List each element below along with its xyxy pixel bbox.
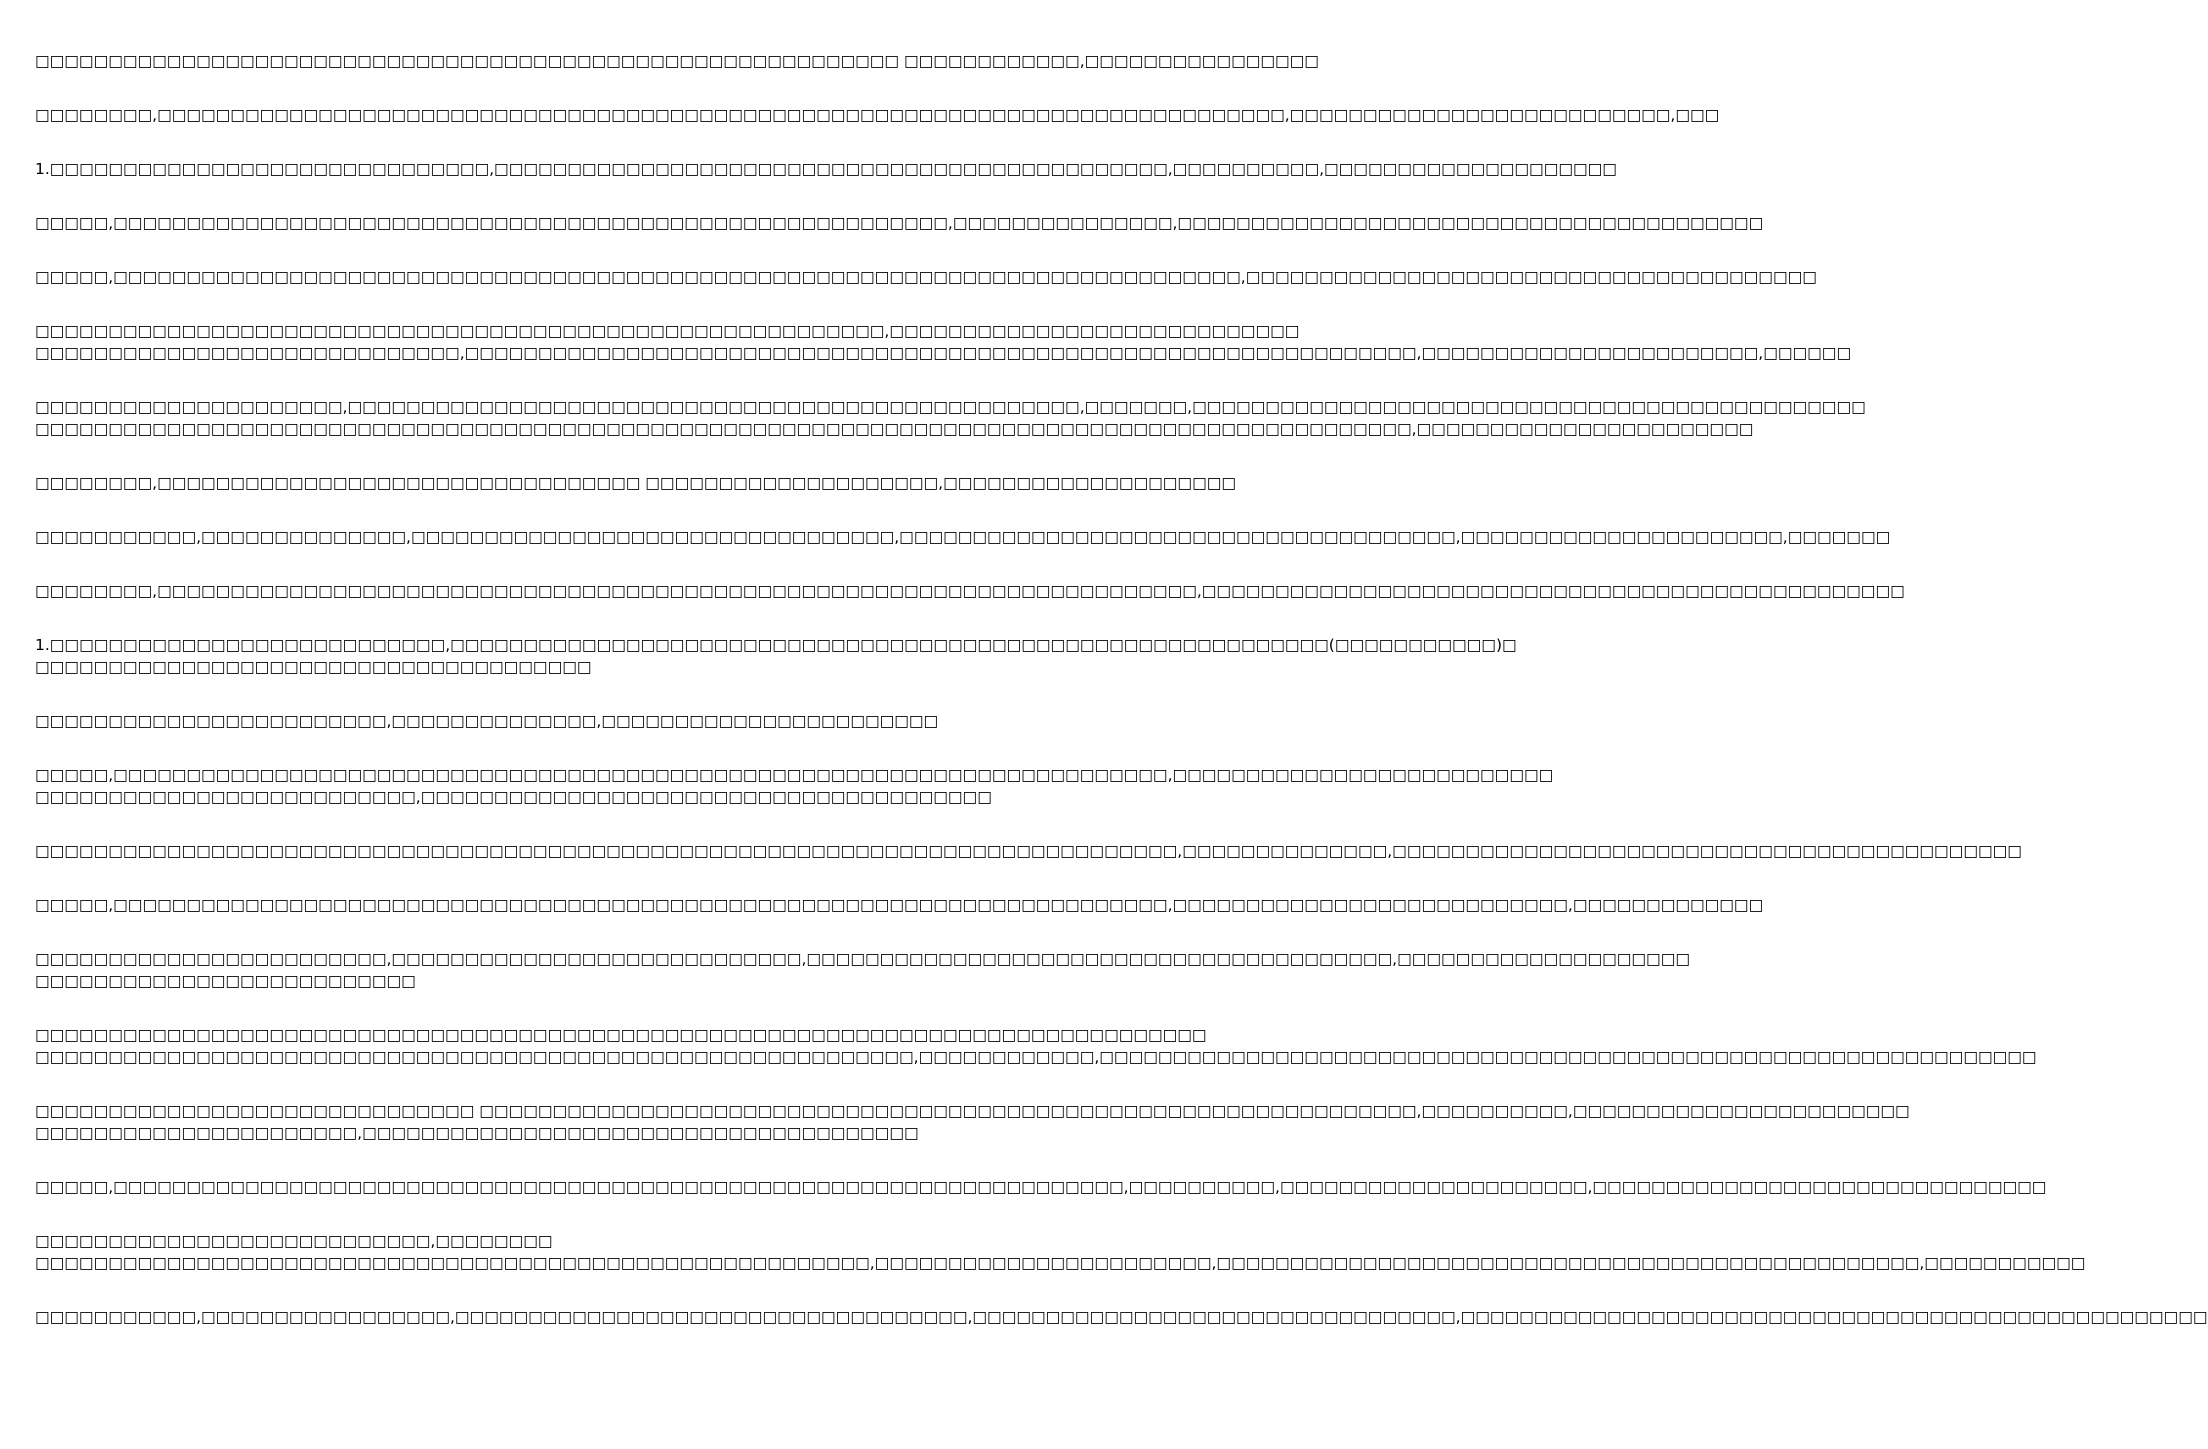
paragraph-17	[35, 1024, 2037, 1068]
paragraph-12	[35, 710, 990, 732]
text-line: □□□□□□□□□□□□□□□□□□□□□□□□□□□□□□ □□□□□□□□□□□□□□□□□□□□□□□□□□□□□□□□□□□□□□□□□□□□□□□□□□□□□□□□□□□□□□□□,□□□□□□□□□□,□□□□□□□□□□□□□□□□□□□□□□□	[35, 1102, 1910, 1120]
paragraph-9	[35, 526, 1891, 548]
text-line: □□□□□□□□□□□□□□□□□□□□□□□□□□	[35, 972, 416, 990]
paragraph-7	[35, 396, 1866, 440]
text-line: □□□□□□□□□□□□□□□□□□□□□,□□□□□□□□□□□□□□□□□□□□□□□□□□□□□□□□□□□□□□□□□□□□□□□□□□,□□□□□□□,□□□□□□□□□□□□□□□□□□□□□□□□□□□□□□□□□□□□□□□□□□□□□□	[35, 398, 1866, 416]
paragraph-5	[35, 266, 1817, 288]
text-line: □□□□□□□□□□□□□□□□□□□□□□□□□□□□□,□□□□□□□□□□□□□□□□□□□□□□□□□□□□□□□□□□□□□□□□□□□□□□□□□□□□□□□□□□□□□□□□□,□□□□□□□□□□□□□□□□□□□□□□□,□□□□□□	[35, 344, 1852, 362]
text-line: □□□□□□□□,□□□□□□□□□□□□□□□□□□□□□□□□□□□□□□□□□ □□□□□□□□□□□□□□□□□□□□,□□□□□□□□□□□□□□□□□□□□	[35, 474, 1237, 492]
text-line: □□□□□□□□□□□□□□□□□□□□□□□□,□□□□□□□□□□□□□□□□□□□□□□□□□□□□,□□□□□□□□□□□□□□□□□□□□□□□□□□□□□□□□□□□□□□□□,□□□□□□□□□□□□□□□□□□□□	[35, 950, 1690, 968]
text-line: □□□□□□□□□□□□□□□□□□□□□□□□,□□□□□□□□□□□□□□,□□□□□□□□□□□□□□□□□□□□□□□	[35, 712, 939, 730]
paragraph-16	[35, 948, 1690, 992]
text-line: □□□□□,□□□□□□□□□□□□□□□□□□□□□□□□□□□□□□□□□□□□□□□□□□□□□□□□□□□□□□□□□□□□□□□□□□□□□□□□□□□□□,□□□□□□□□□□□□□□□□□□□□□□□□□□□□□□□□□□□□□□□	[35, 268, 1817, 286]
paragraph-1	[35, 50, 1319, 72]
text-line: □□□□□□□□□□□□□□□□□□□□□□□□□□□□□□□□□□□□□□□□□□□□□□□□□□□□□□□□□□□□,□□□□□□□□□□□□,□□□□□□□□□□□□□□□□□□□□□□□□□□□□□□□□□□□□□□□□□□□□□□□□□□□□□□□□□□□□□□□□	[35, 1048, 2037, 1066]
paragraph-10	[35, 580, 1905, 602]
text-line: 1.□□□□□□□□□□□□□□□□□□□□□□□□□□□,□□□□□□□□□□□□□□□□□□□□□□□□□□□□□□□□□□□□□□□□□□□□□□□□□□□□□□□□□□□□(□□□□□□□□□□□)□	[35, 636, 1517, 654]
paragraph-4	[35, 212, 1764, 234]
text-line: □□□□□□□□□□□,□□□□□□□□□□□□□□,□□□□□□□□□□□□□□□□□□□□□□□□□□□□□□□□□,□□□□□□□□□□□□□□□□□□□□□□□□□□□□□□□□□□□□□□,□□□□□□□□□□□□□□□□□□□□□□,□□□□□□□	[35, 528, 1891, 546]
paragraph-2	[35, 104, 1720, 126]
text-line: □□□□□□□□□□□□□□□□□□□□□□□□□□□□□□□□□□□□□□□□□□□□□□□□□□□□□□□□□□□□□□□□□□□□□□□□□□□□□□,□□□□□□□□□□□□□□,□□□□□□□□□□□□□□□□□□□□□□□□□□□□□□□□□□□□□□□□□□□	[35, 842, 2022, 860]
text-line: □□□□□□□□□□□□□□□□□□□□□□□□□□□□□□□□□□□□□□□□□□□□□□□□□□□□□□□□□□□□□□□□□□□□□□□□□□□□□□□□□□□□□□□□□□□□□□,□□□□□□□□□□□□□□□□□□□□□□□	[35, 420, 1754, 438]
document-body	[35, 50, 2208, 1328]
text-line: □□□□□□□□□□□□□□□□□□□□□□□□□□□□□□□□□□□□□□□□□□□□□□□□□□□□□□□□□□□□□□□□□□□□□□□□□□□□□□□□	[35, 1026, 1207, 1044]
paragraph-19	[35, 1176, 2047, 1198]
text-line: □□□□□□□□□□□□□□□□□□□□□□,□□□□□□□□□□□□□□□□□□□□□□□□□□□□□□□□□□□□□□	[35, 1124, 919, 1142]
text-line: □□□□□□□□□□□□□□□□□□□□□□□□□□□,□□□□□□□□	[35, 1232, 553, 1250]
paragraph-3	[35, 158, 1617, 180]
text-line: □□□□□□□□□□□□□□□□□□□□□□□□□□□□□□□□□□□□□□	[35, 658, 592, 676]
text-line: □□□□□□□□□□□□□□□□□□□□□□□□□□□□□□□□□□□□□□□□□□□□□□□□□□□□□□□□□□,□□□□□□□□□□□□□□□□□□□□□□□□□□□□	[35, 322, 1300, 340]
paragraph-6	[35, 320, 1852, 364]
paragraph-15	[35, 894, 1764, 916]
paragraph-18	[35, 1100, 1910, 1144]
text-line: □□□□□,□□□□□□□□□□□□□□□□□□□□□□□□□□□□□□□□□□□□□□□□□□□□□□□□□□□□□□□□□□□□□□□□□□□□□,□□□□□□□□□□,□□□□□□□□□□□□□□□□□□□□□,□□□□□□□□□□□□□□□□□□□□□□□□□□□□□□□	[35, 1178, 2047, 1196]
paragraph-13	[35, 764, 1554, 808]
text-line: □□□□□□□□,□□□□□□□□□□□□□□□□□□□□□□□□□□□□□□□□□□□□□□□□□□□□□□□□□□□□□□□□□□□□□□□□□□□□□□□□□□□□□,□□□□□□□□□□□□□□□□□□□□□□□□□□,□□□	[35, 106, 1720, 124]
text-line: □□□□□,□□□□□□□□□□□□□□□□□□□□□□□□□□□□□□□□□□□□□□□□□□□□□□□□□□□□□□□□□□□□□□□□□□□□□□□□,□□□□□□□□□□□□□□□□□□□□□□□□□□□,□□□□□□□□□□□□□	[35, 896, 1764, 914]
text-line: □□□□□□□□,□□□□□□□□□□□□□□□□□□□□□□□□□□□□□□□□□□□□□□□□□□□□□□□□□□□□□□□□□□□□□□□□□□□□□□□,□□□□□□□□□□□□□□□□□□□□□□□□□□□□□□□□□□□□□□□□□□□□□□□□	[35, 582, 1905, 600]
paragraph-11	[35, 634, 1517, 678]
text-line: □□□□□□□□□□□□□□□□□□□□□□□□□□□□□□□□□□□□□□□□□□□□□□□□□□□□□□□□□,□□□□□□□□□□□□□□□□□□□□□□□,□□□□□□□□□□□□□□□□□□□□□□□□□□□□□□□□□□□□□□□□□□□□□□□□,□□□□□□□□□□□	[35, 1254, 2086, 1272]
text-line: □□□□□,□□□□□□□□□□□□□□□□□□□□□□□□□□□□□□□□□□□□□□□□□□□□□□□□□□□□□□□□□□□□□□□□□□□□□□□□,□□□□□□□□□□□□□□□□□□□□□□□□□□	[35, 766, 1554, 784]
paragraph-8	[35, 472, 1237, 494]
paragraph-14	[35, 840, 2022, 862]
text-line: 1.□□□□□□□□□□□□□□□□□□□□□□□□□□□□□□,□□□□□□□□□□□□□□□□□□□□□□□□□□□□□□□□□□□□□□□□□□□□□□,□□□□□□□□□□,□□□□□□□□□□□□□□□□□□□□	[35, 160, 1617, 178]
text-line: □□□□□,□□□□□□□□□□□□□□□□□□□□□□□□□□□□□□□□□□□□□□□□□□□□□□□□□□□□□□□□□,□□□□□□□□□□□□□□□,□□□□□□□□□□□□□□□□□□□□□□□□□□□□□□□□□□□□□□□□	[35, 214, 1764, 232]
paragraph-20	[35, 1230, 2086, 1274]
text-line: □□□□□□□□□□□□□□□□□□□□□□□□□□□□□□□□□□□□□□□□□□□□□□□□□□□□□□□□□□□ □□□□□□□□□□□□,□□□□□□□□□□□□□□□□	[35, 52, 1319, 70]
text-line: □□□□□□□□□□□,□□□□□□□□□□□□□□□□□,□□□□□□□□□□□□□□□□□□□□□□□□□□□□□□□□□□□,□□□□□□□□□□□□□□□□□□□□□□□□□□□□□□□□□,□□□□□□□□□□□□□□□□□□□□□□□□□□□□□□□□□□□□□□□□□□□□□□□□□□□	[35, 1308, 2208, 1326]
paragraph-21	[35, 1306, 2208, 1328]
text-line: □□□□□□□□□□□□□□□□□□□□□□□□□□,□□□□□□□□□□□□□□□□□□□□□□□□□□□□□□□□□□□□□□□	[35, 788, 992, 806]
